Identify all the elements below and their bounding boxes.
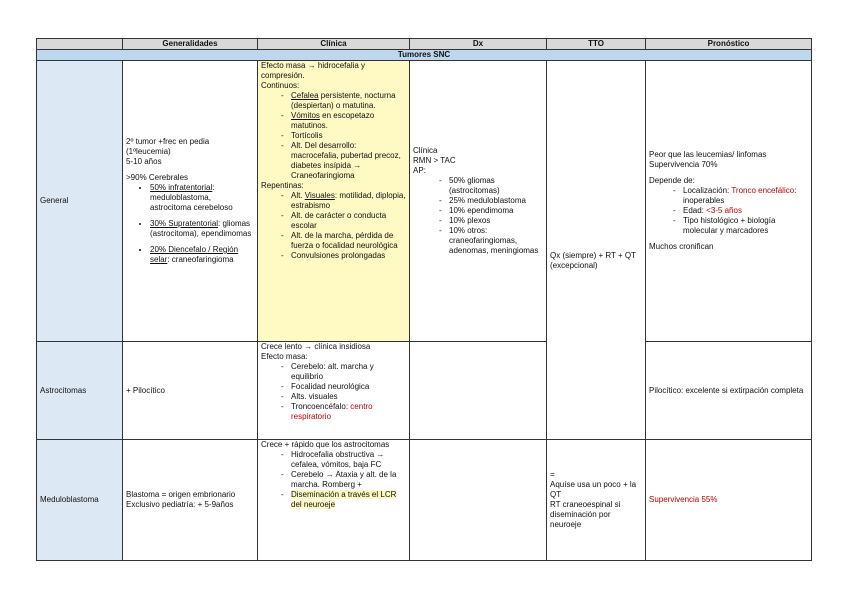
text: Aquíse usa un poco + la QT — [550, 480, 637, 499]
prognosis-list — [649, 186, 808, 236]
tumores-snc-table — [36, 38, 812, 561]
text: Muchos cronifican — [649, 242, 714, 251]
text: Supervivencia 70% — [649, 160, 718, 169]
text: : inoperables — [683, 186, 797, 205]
text: Diseminación a través el LCR del neuroeje — [291, 490, 397, 509]
list-item — [683, 206, 808, 216]
astro-generalidades: + Pilocítico — [123, 342, 258, 440]
location-list — [126, 183, 254, 265]
text: 30% Supratentorial — [150, 219, 219, 228]
text: Vómitos — [291, 111, 320, 120]
row-astrocitomas — [37, 342, 812, 440]
medulo-dx — [410, 440, 547, 561]
text: RMN > TAC — [413, 156, 456, 165]
section-title: Tumores SNC — [37, 50, 812, 61]
list-item — [291, 191, 406, 211]
general-generalidades — [123, 61, 258, 342]
text: Crece lento → clínica insidiosa — [261, 342, 371, 351]
text: Blastoma = origen embrionario — [126, 490, 236, 499]
astro-clinica — [258, 342, 410, 440]
list-item: - Tortícolis — [291, 131, 406, 141]
section-band-row — [37, 50, 812, 61]
text: : gliomas (astrocitoma), ependimomas — [150, 219, 252, 238]
list-item: - Cerebelo: alt. marcha y equilibrio — [291, 362, 406, 382]
text: Tronco encefálico — [731, 186, 795, 195]
text: <3-5 años — [706, 206, 742, 215]
continuous-list — [261, 91, 406, 181]
list-item: - Alt. de carácter o conducta escolar — [291, 211, 406, 231]
list-item: - Cerebelo → Ataxia y alt. de la marcha. Romberg + — [291, 470, 406, 490]
medulo-tto — [547, 440, 646, 561]
text: 5-10 años — [126, 157, 162, 166]
text: Cefalea — [291, 91, 319, 100]
list-item: - 10% plexos — [449, 216, 543, 226]
sudden-list — [261, 191, 406, 261]
header-generalidades: Generalidades — [123, 39, 258, 50]
text: Supervivencia 55% — [649, 495, 718, 504]
text: 20% Diencefalo / Región selar — [150, 245, 239, 264]
list-item: - 10% ependimoma — [449, 206, 543, 216]
text: Continuos: — [261, 81, 300, 90]
astro-dx — [410, 342, 547, 440]
header-row — [37, 39, 812, 50]
text: Alt. — [291, 191, 305, 200]
ap-list — [413, 176, 543, 256]
list-item — [150, 183, 254, 213]
list-item — [291, 111, 406, 131]
list-item — [150, 245, 254, 265]
text: : meduloblastoma, astrocitoma cerebeloso — [150, 183, 233, 212]
text: Edad: — [683, 206, 707, 215]
text: en escopetazo matutinos. — [291, 111, 375, 130]
text: Troncoencéfalo: — [291, 402, 351, 411]
text: Localización: — [683, 186, 732, 195]
row-label-general: General — [37, 61, 123, 342]
medulo-clinica — [258, 440, 410, 561]
row-label-meduloblastoma: Meduloblastoma — [37, 440, 123, 561]
header-pronostico: Pronóstico — [646, 39, 812, 50]
list-item: - 25% meduloblastoma — [449, 196, 543, 206]
list-item — [683, 186, 808, 206]
text: : motilidad, diplopia, estrabismo — [291, 191, 406, 210]
text: : craneofaringioma — [167, 255, 234, 264]
general-tto — [547, 61, 646, 440]
text: RT craneoespinal si diseminación por neuroeje — [550, 500, 621, 529]
text: Repentinas: — [261, 181, 304, 190]
medulo-pronostico — [646, 440, 812, 561]
list-item — [291, 490, 406, 510]
text: Exclusivo pediatría: + 5-9años — [126, 500, 234, 509]
header-empty — [37, 39, 123, 50]
list-item: - Alt. Del desarrollo: macrocefalia, pubertad precoz, diabetes insípida → Craneofaringioma — [291, 141, 406, 181]
text: (1ºleucemia) — [126, 147, 171, 156]
text: persistente, nocturna (despiertan) o matutina. — [291, 91, 396, 110]
text: Efecto masa: — [261, 352, 308, 361]
general-pronostico — [646, 61, 812, 342]
medulo-generalidades — [123, 440, 258, 561]
text: Crece + rápido que los astrocitomas — [261, 440, 390, 449]
text: Depende de: — [649, 176, 695, 185]
text: Qx (siempre) + RT + QT (excepcional) — [550, 251, 636, 270]
astro-effects-list — [261, 362, 406, 422]
medulo-list — [261, 450, 406, 510]
list-item — [150, 219, 254, 239]
list-item: - Focalidad neurológica — [291, 382, 406, 392]
text: Visuales — [304, 191, 335, 200]
list-item: - 10% otros: craneofaringiomas, adenomas, meningiomas — [449, 226, 543, 256]
header-clinica: Clínica — [258, 39, 410, 50]
general-clinica — [258, 61, 410, 342]
header-dx: Dx — [410, 39, 547, 50]
list-item — [291, 402, 406, 422]
astro-pronostico: Pilocítico: excelente si extirpación completa — [646, 342, 812, 440]
text: Peor que las leucemias/ linfomas — [649, 150, 767, 159]
text: 50% infratentorial — [150, 183, 213, 192]
text: >90% Cerebrales — [126, 173, 189, 182]
row-general — [37, 61, 812, 342]
list-item: - 50% gliomas (astrocitomas) — [449, 176, 543, 196]
row-meduloblastoma — [37, 440, 812, 561]
text: AP: — [413, 166, 426, 175]
list-item: - Hidrocefalia obstructiva → cefalea, vómitos, baja FC — [291, 450, 406, 470]
text: Clínica — [413, 146, 438, 155]
text: 2º tumor +frec en pedia — [126, 137, 210, 146]
list-item — [291, 91, 406, 111]
text: = — [550, 470, 555, 479]
header-tto: TTO — [547, 39, 646, 50]
general-dx — [410, 61, 547, 342]
list-item: - Alt. de la marcha, pérdida de fuerza o focalidad neurológica — [291, 231, 406, 251]
list-item: - Tipo histológico + biología molecular y marcadores — [683, 216, 808, 236]
list-item: - Convulsiones prolongadas — [291, 251, 406, 261]
text: centro respiratorio — [291, 402, 373, 421]
text: Efecto masa → hidrocefalia y compresión. — [261, 61, 366, 80]
row-label-astrocitomas: Astrocitomas — [37, 342, 123, 440]
list-item: - Alts. visuales — [291, 392, 406, 402]
